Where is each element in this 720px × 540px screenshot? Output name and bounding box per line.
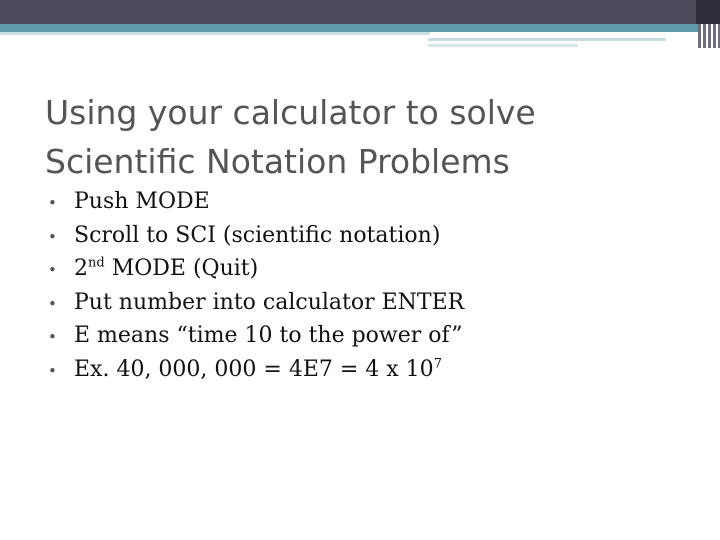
bullet-item [48,320,464,354]
superscript: nd [88,255,105,271]
top-decorative-bar [0,0,720,24]
right-edge-stripes [698,24,720,48]
bullet-list [48,186,464,387]
slide-title-line-2: Scientific Notation Problems [45,142,510,181]
bullet-text: Push MODE [74,189,210,214]
bullet-item [48,220,464,254]
bullet-icon: • [48,328,57,346]
bullet-item [48,354,464,388]
bullet-item [48,287,464,321]
bullet-item [48,253,464,287]
accent-strip [428,38,666,41]
bullet-icon: • [48,361,57,380]
accent-strip [428,44,578,47]
slide-title-line-1: Using your calculator to solve [45,93,536,132]
accent-strip [0,32,430,35]
slide-title [45,88,695,186]
accent-band [0,24,698,32]
superscript: 7 [433,356,442,372]
top-bar-corner [696,0,720,24]
bullet-text [74,354,442,387]
bullet-icon: • [48,194,57,212]
bullet-text: E means “time 10 to the power of” [74,323,463,348]
bullet-text-pre: Ex. 40, 000, 000 = 4E7 = 4 x 10 [74,356,434,382]
bullet-text: Put number into calculator ENTER [74,289,465,315]
bullet-icon: • [48,294,57,313]
bullet-item [48,186,464,220]
bullet-text-post: MODE (Quit) [104,256,259,281]
bullet-text: Scroll to SCI (scientific notation) [74,222,441,248]
bullet-text [74,253,258,286]
bullet-text-pre: 2 [74,256,88,281]
bullet-icon: • [48,227,57,246]
bullet-icon: • [48,261,57,279]
